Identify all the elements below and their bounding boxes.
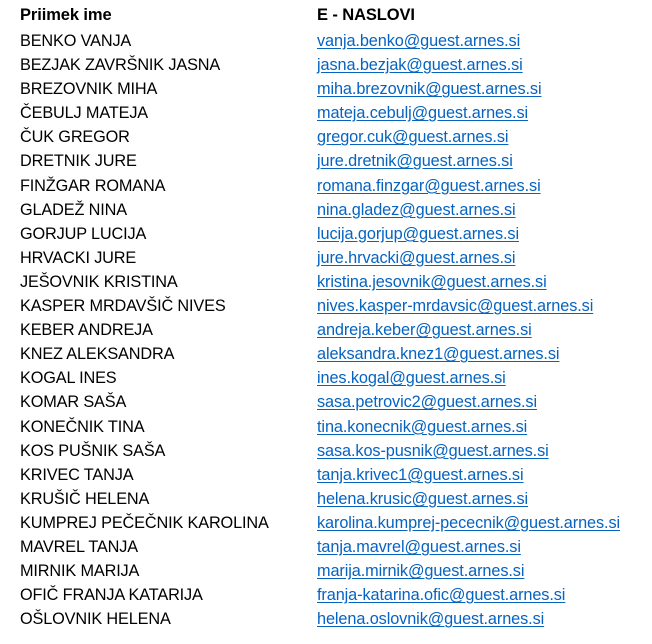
contact-row	[0, 343, 652, 367]
contact-list	[0, 30, 652, 632]
contact-name: MAVREL TANJA	[20, 537, 138, 556]
contact-name: KUMPREJ PEČEČNIK KAROLINA	[20, 513, 269, 532]
contact-row	[0, 391, 652, 415]
contact-name: ČUK GREGOR	[20, 128, 130, 147]
contact-row	[0, 30, 652, 54]
contact-email-link[interactable]: franja-katarina.ofic@guest.arnes.si	[317, 586, 566, 605]
contact-row	[0, 488, 652, 512]
contact-name: GORJUP LUCIJA	[20, 224, 147, 243]
contact-email-link[interactable]: miha.brezovnik@guest.arnes.si	[317, 80, 542, 99]
contact-name: MIRNIK MARIJA	[20, 562, 140, 581]
contact-name: KASPER MRDAVŠIČ NIVES	[20, 297, 226, 316]
contact-name: KOS PUŠNIK SAŠA	[20, 441, 166, 460]
contact-row	[0, 464, 652, 488]
contact-name: BREZOVNIK MIHA	[20, 80, 158, 99]
contact-email-link[interactable]: helena.krusic@guest.arnes.si	[317, 489, 529, 508]
contact-row	[0, 150, 652, 174]
contact-row	[0, 223, 652, 247]
contact-name: KRUŠIČ HELENA	[20, 489, 150, 508]
contact-name: KOMAR SAŠA	[20, 393, 127, 412]
contact-name: BENKO VANJA	[20, 32, 132, 50]
contact-name: KEBER ANDREJA	[20, 321, 153, 340]
contact-email-link[interactable]: jasna.bezjak@guest.arnes.si	[317, 56, 523, 75]
contact-email-link[interactable]: sasa.petrovic2@guest.arnes.si	[317, 393, 537, 412]
contact-row	[0, 416, 652, 440]
contact-row	[0, 271, 652, 295]
contact-email-link[interactable]: mateja.cebulj@guest.arnes.si	[317, 104, 529, 123]
contact-row	[0, 78, 652, 102]
contact-email-link[interactable]: andreja.keber@guest.arnes.si	[317, 321, 532, 340]
contact-name: KNEZ ALEKSANDRA	[20, 345, 175, 364]
contact-email-link[interactable]: gregor.cuk@guest.arnes.si	[317, 128, 509, 147]
contact-row	[0, 367, 652, 391]
contact-email-link[interactable]: sasa.kos-pusnik@guest.arnes.si	[317, 441, 549, 460]
contact-email-link[interactable]: jure.dretnik@guest.arnes.si	[317, 152, 513, 171]
contact-email-link[interactable]: nina.gladez@guest.arnes.si	[317, 200, 516, 219]
contact-name: FINŽGAR ROMANA	[20, 176, 166, 195]
contact-name: OŠLOVNIK HELENA	[20, 610, 171, 629]
contact-email-link[interactable]: tina.konecnik@guest.arnes.si	[317, 417, 528, 436]
contact-email-link[interactable]: tanja.krivec1@guest.arnes.si	[317, 465, 524, 484]
contact-email-link[interactable]: marija.mirnik@guest.arnes.si	[317, 562, 525, 581]
contact-row	[0, 536, 652, 560]
contact-name: HRVACKI JURE	[20, 248, 137, 267]
contact-email-link[interactable]: ines.kogal@guest.arnes.si	[317, 369, 506, 388]
contact-row	[0, 126, 652, 150]
contact-email-link[interactable]: lucija.gorjup@guest.arnes.si	[317, 224, 519, 243]
contact-row	[0, 247, 652, 271]
contact-email-link[interactable]: karolina.kumprej-pececnik@guest.arnes.si	[317, 513, 621, 532]
contact-email-link[interactable]: kristina.jesovnik@guest.arnes.si	[317, 272, 547, 291]
contact-email-link[interactable]: romana.finzgar@guest.arnes.si	[317, 176, 541, 195]
contact-email-link[interactable]: jure.hrvacki@guest.arnes.si	[317, 248, 516, 267]
contact-name: JEŠOVNIK KRISTINA	[20, 272, 178, 291]
contact-email-link[interactable]: helena.oslovnik@guest.arnes.si	[317, 610, 545, 629]
contact-row	[0, 584, 652, 608]
header-row	[0, 6, 652, 28]
contact-row	[0, 608, 652, 632]
contact-row	[0, 102, 652, 126]
contact-name: GLADEŽ NINA	[20, 200, 127, 219]
contact-row	[0, 54, 652, 78]
contact-name: KOGAL INES	[20, 369, 117, 388]
contact-email-link[interactable]: vanja.benko@guest.arnes.si	[317, 32, 521, 50]
contact-name: KONEČNIK TINA	[20, 417, 145, 436]
contact-name: KRIVEC TANJA	[20, 465, 134, 484]
contact-row	[0, 560, 652, 584]
contact-name: BEZJAK ZAVRŠNIK JASNA	[20, 56, 221, 75]
contact-name: DRETNIK JURE	[20, 152, 137, 171]
contact-name: ČEBULJ MATEJA	[20, 104, 149, 123]
contact-email-link[interactable]: nives.kasper-mrdavsic@guest.arnes.si	[317, 297, 594, 316]
email-column-header: E - NASLOVI	[317, 6, 415, 24]
contact-row	[0, 319, 652, 343]
contact-row	[0, 440, 652, 464]
contact-email-link[interactable]: aleksandra.knez1@guest.arnes.si	[317, 345, 560, 364]
contact-row	[0, 199, 652, 223]
contact-row	[0, 512, 652, 536]
contact-row	[0, 295, 652, 319]
contact-row	[0, 175, 652, 199]
contact-email-link[interactable]: tanja.mavrel@guest.arnes.si	[317, 537, 521, 556]
contact-name: OFIČ FRANJA KATARIJA	[20, 586, 203, 605]
name-column-header: Priimek ime	[20, 6, 112, 24]
